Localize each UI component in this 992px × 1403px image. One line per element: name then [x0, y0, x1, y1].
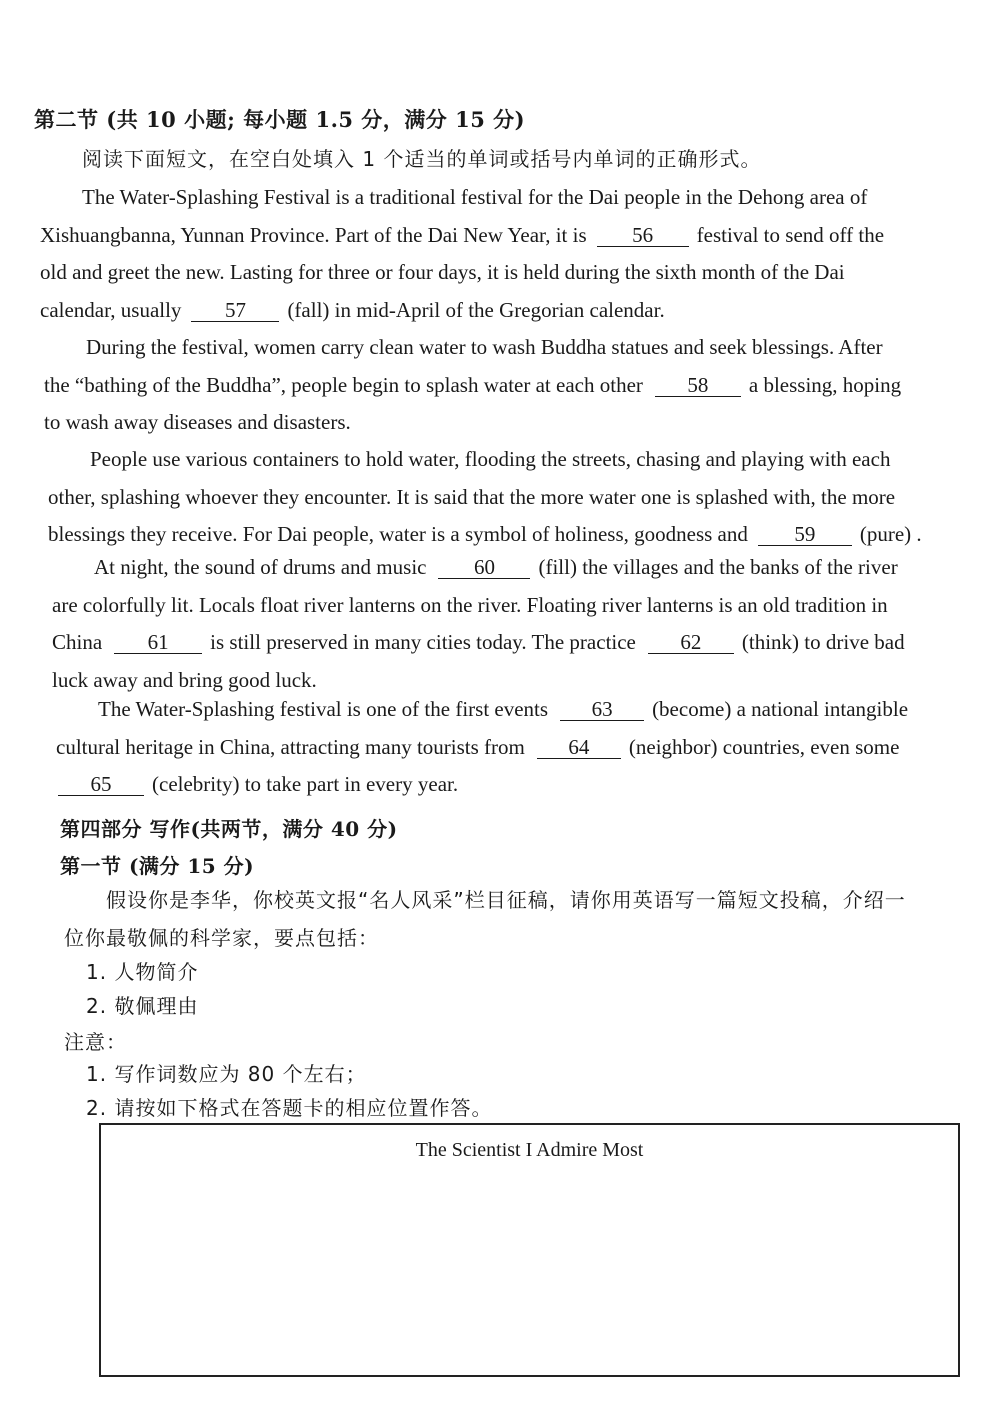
point-item: 1. 人物简介 — [86, 960, 199, 984]
text-segment: cultural heritage in China, attracting many tourists from — [56, 734, 525, 759]
text-segment: (pure) . — [859, 522, 922, 546]
text-segment: (fall) in mid-April of the Gregorian calendar. — [287, 297, 665, 322]
text-line: People use various containers to hold water, flooding the streets, chasing and playing with each — [90, 447, 891, 471]
blank-56: 56 — [597, 224, 689, 247]
text-line — [56, 766, 940, 804]
blank-65: 65 — [58, 773, 144, 796]
text-line: During the festival, women carry clean water to wash Buddha statues and seek blessings. After — [86, 335, 883, 359]
answer-box — [99, 1123, 960, 1377]
section-heading: 第二节 (共 10 小题; 每小题 1.5 分，满分 15 分) — [34, 107, 526, 132]
blank-59: 59 — [758, 523, 852, 546]
blank-61: 61 — [114, 631, 202, 654]
text-segment: a blessing, hoping — [748, 372, 902, 397]
blank-62: 62 — [648, 631, 734, 654]
blank-60: 60 — [438, 556, 530, 579]
passage-paragraph-5 — [56, 691, 940, 804]
text-segment: China — [52, 630, 103, 654]
text-segment: (fill) the villages and the banks of the river — [538, 555, 898, 579]
text-segment: (think) to drive bad — [741, 630, 905, 654]
blank-63: 63 — [560, 698, 644, 721]
text-segment: blessings they receive. For Dai people, water is a symbol of holiness, goodness and — [48, 522, 748, 546]
text-segment: Xishuangbanna, Yunnan Province. Part of the Dai New Year, it is — [40, 222, 587, 247]
text-line: to wash away diseases and disasters. — [44, 410, 351, 434]
blank-57: 57 — [191, 299, 279, 322]
note-item: 1. 写作词数应为 80 个左右； — [86, 1062, 367, 1086]
writing-prompt-line-2: 位你最敬佩的科学家，要点包括： — [64, 926, 379, 950]
text-segment: The Water-Splashing festival is one of the first events — [98, 697, 549, 721]
text-line — [56, 691, 940, 729]
blank-58: 58 — [655, 374, 741, 397]
blank-64: 64 — [537, 736, 621, 759]
text-segment: calendar, usually — [40, 297, 182, 322]
text-line — [40, 217, 945, 255]
text-line: The Water-Splashing Festival is a traditional festival for the Dai people in the Dehong area of — [82, 185, 868, 209]
section-instruction: 阅读下面短文，在空白处填入 1 个适当的单词或括号内单词的正确形式。 — [82, 147, 762, 171]
sub-heading: 第一节 (满分 15 分) — [60, 854, 255, 878]
text-segment: At night, the sound of drums and music — [94, 555, 427, 579]
text-line: old and greet the new. Lasting for three or four days, it is held during the sixth month of the Dai — [40, 260, 845, 284]
text-line — [44, 367, 942, 405]
text-segment: festival to send off the — [696, 222, 885, 247]
text-line — [40, 292, 945, 330]
text-segment: the “bathing of the Buddha”, people begin to splash water at each other — [44, 372, 643, 397]
text-segment: (neighbor) countries, even some — [628, 734, 900, 759]
note-item: 2. 请按如下格式在答题卡的相应位置作答。 — [86, 1096, 493, 1120]
note-label: 注意： — [64, 1030, 127, 1054]
point-item: 2. 敬佩理由 — [86, 994, 199, 1018]
passage-paragraph-4 — [52, 549, 940, 699]
text-segment: is still preserved in many cities today. The practice — [210, 630, 636, 654]
passage-paragraph-1 — [40, 179, 945, 329]
passage-paragraph-3 — [48, 441, 942, 554]
text-line — [52, 549, 940, 587]
passage-paragraph-2 — [44, 329, 942, 442]
part-heading: 第四部分 写作(共两节，满分 40 分) — [60, 817, 398, 841]
answer-box-title: The Scientist I Admire Most — [415, 1139, 644, 1161]
text-line: other, splashing whoever they encounter. It is said that the more water one is splashed with, the more — [48, 484, 896, 509]
text-line: luck away and bring good luck. — [52, 667, 317, 692]
text-segment: (celebrity) to take part in every year. — [152, 772, 459, 796]
text-line — [56, 729, 940, 767]
writing-prompt-line-1: 假设你是李华，你校英文报“名人风采”栏目征稿，请你用英语写一篇短文投稿，介绍一 — [106, 888, 906, 912]
text-segment: (become) a national intangible — [652, 697, 909, 721]
text-line: are colorfully lit. Locals float river lanterns on the river. Floating river lanterns is an old tradition in — [52, 592, 888, 617]
text-line — [52, 624, 940, 662]
text-line — [48, 516, 942, 554]
